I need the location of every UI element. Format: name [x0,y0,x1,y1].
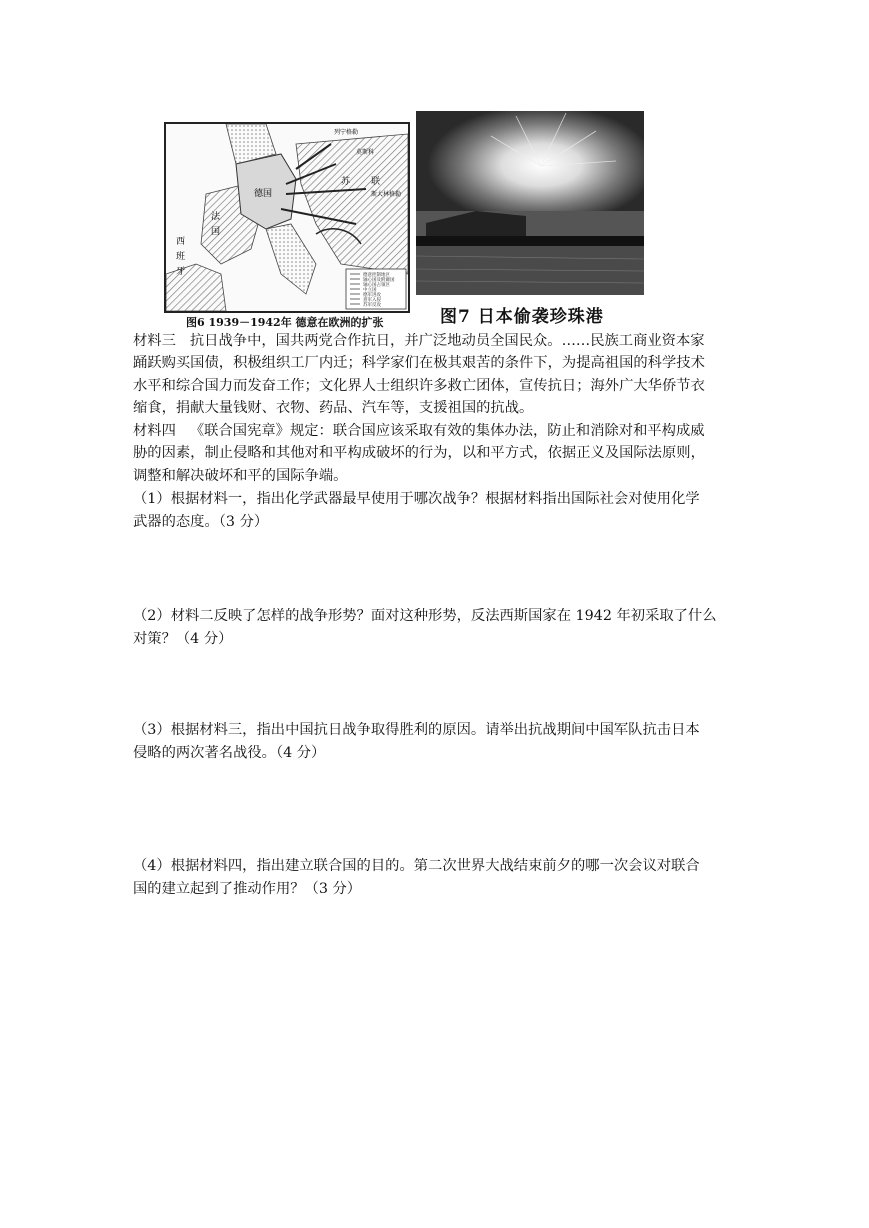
legend-item: 轴心国及附庸国 [363,278,395,283]
legend-item: 德意控制地区 [363,273,390,278]
material3-line-1 [133,330,739,353]
map-label-moscow: 莫斯科 [356,149,375,156]
map-label-su: 苏 [341,177,351,187]
material4-text: 《联合国宪章》规定：联合国应该采取有效的集体办法，防止和消除对和平构成威 [189,423,705,439]
pearl-harbor-photo [416,111,644,295]
material3-line-2: 踊跃购买国债，积极组织工厂内迁；科学家们在极其艰苦的条件下，为提高祖国的科学技术 [133,355,705,371]
question-3-line-2: 侵略的两次著名战役。（4 分） [133,745,326,761]
map-label-lian: 联 [371,177,381,187]
material4-tag: 材料四 [133,423,176,439]
figure6-caption: 图6 1939－1942年 德意在欧洲的扩张 [186,316,384,329]
question-3-line-1: （3）根据材料三，指出中国抗日战争取得胜利的原因。请举出抗战期间中国军队抗击日本 [133,722,700,738]
material3-line-3: 水平和综合国力而发奋工作；文化界人士组织许多救亡团体，宣传抗日；海外广大华侨节衣 [133,378,705,394]
legend-item: 苏军反攻 [363,303,381,308]
question-1-line-1: （1）根据材料一，指出化学武器最早使用于哪次战争？根据材料指出国际社会对使用化学 [133,491,700,507]
question-4-line-2: 国的建立起到了推动作用？（3 分） [133,881,362,897]
map-label-fa: 法 [211,212,221,222]
question-2-line-1: （2）材料二反映了怎样的战争形势？面对这种形势，反法西斯国家在 1942 年初采取了什么 [133,608,717,624]
map-label-germany: 德国 [254,189,273,199]
legend-item: 意军入侵 [363,298,381,303]
legend-item: 轴心国占领区 [363,283,390,288]
map-graphic [166,124,408,311]
material3-text: 抗日战争中，国共两党合作抗日，并广泛地动员全国民众。……民族工商业资本家 [189,333,705,349]
question-2-line-2: 对策？（4 分） [133,631,233,647]
material3-line-4: 缩食，捐献大量钱财、衣物、药品、汽车等，支援祖国的抗战。 [133,400,534,416]
map-label-ban: 班 [176,252,186,262]
figure7-caption: 图7 日本偷袭珍珠港 [440,307,604,327]
map-label-guo: 国 [211,227,221,237]
map-label-stalingrad: 斯大林格勒 [371,191,402,198]
map-label-leningrad: 列宁格勒 [334,129,359,136]
legend-item: 德军进攻 [363,293,381,298]
legend-item: 中立国 [363,288,377,293]
question-4-line-1: （4）根据材料四，指出建立联合国的目的。第二次世界大战结束前夕的哪一次会议对联合 [133,858,700,874]
material4-line-3: 调整和解决破坏和平的国际争端。 [133,468,348,484]
material4-line-1 [133,420,739,443]
map-label-xi: 西 [176,237,186,247]
question-1-line-2: 武器的态度。（3 分） [133,514,269,530]
photo-graphic [416,111,644,295]
map-label-ya: 牙 [176,267,186,277]
europe-expansion-map [164,122,410,313]
material3-tag: 材料三 [133,333,176,349]
material4-line-2: 胁的因素，制止侵略和其他对和平构成破坏的行为，以和平方式，依据正义及国际法原则， [133,445,705,461]
